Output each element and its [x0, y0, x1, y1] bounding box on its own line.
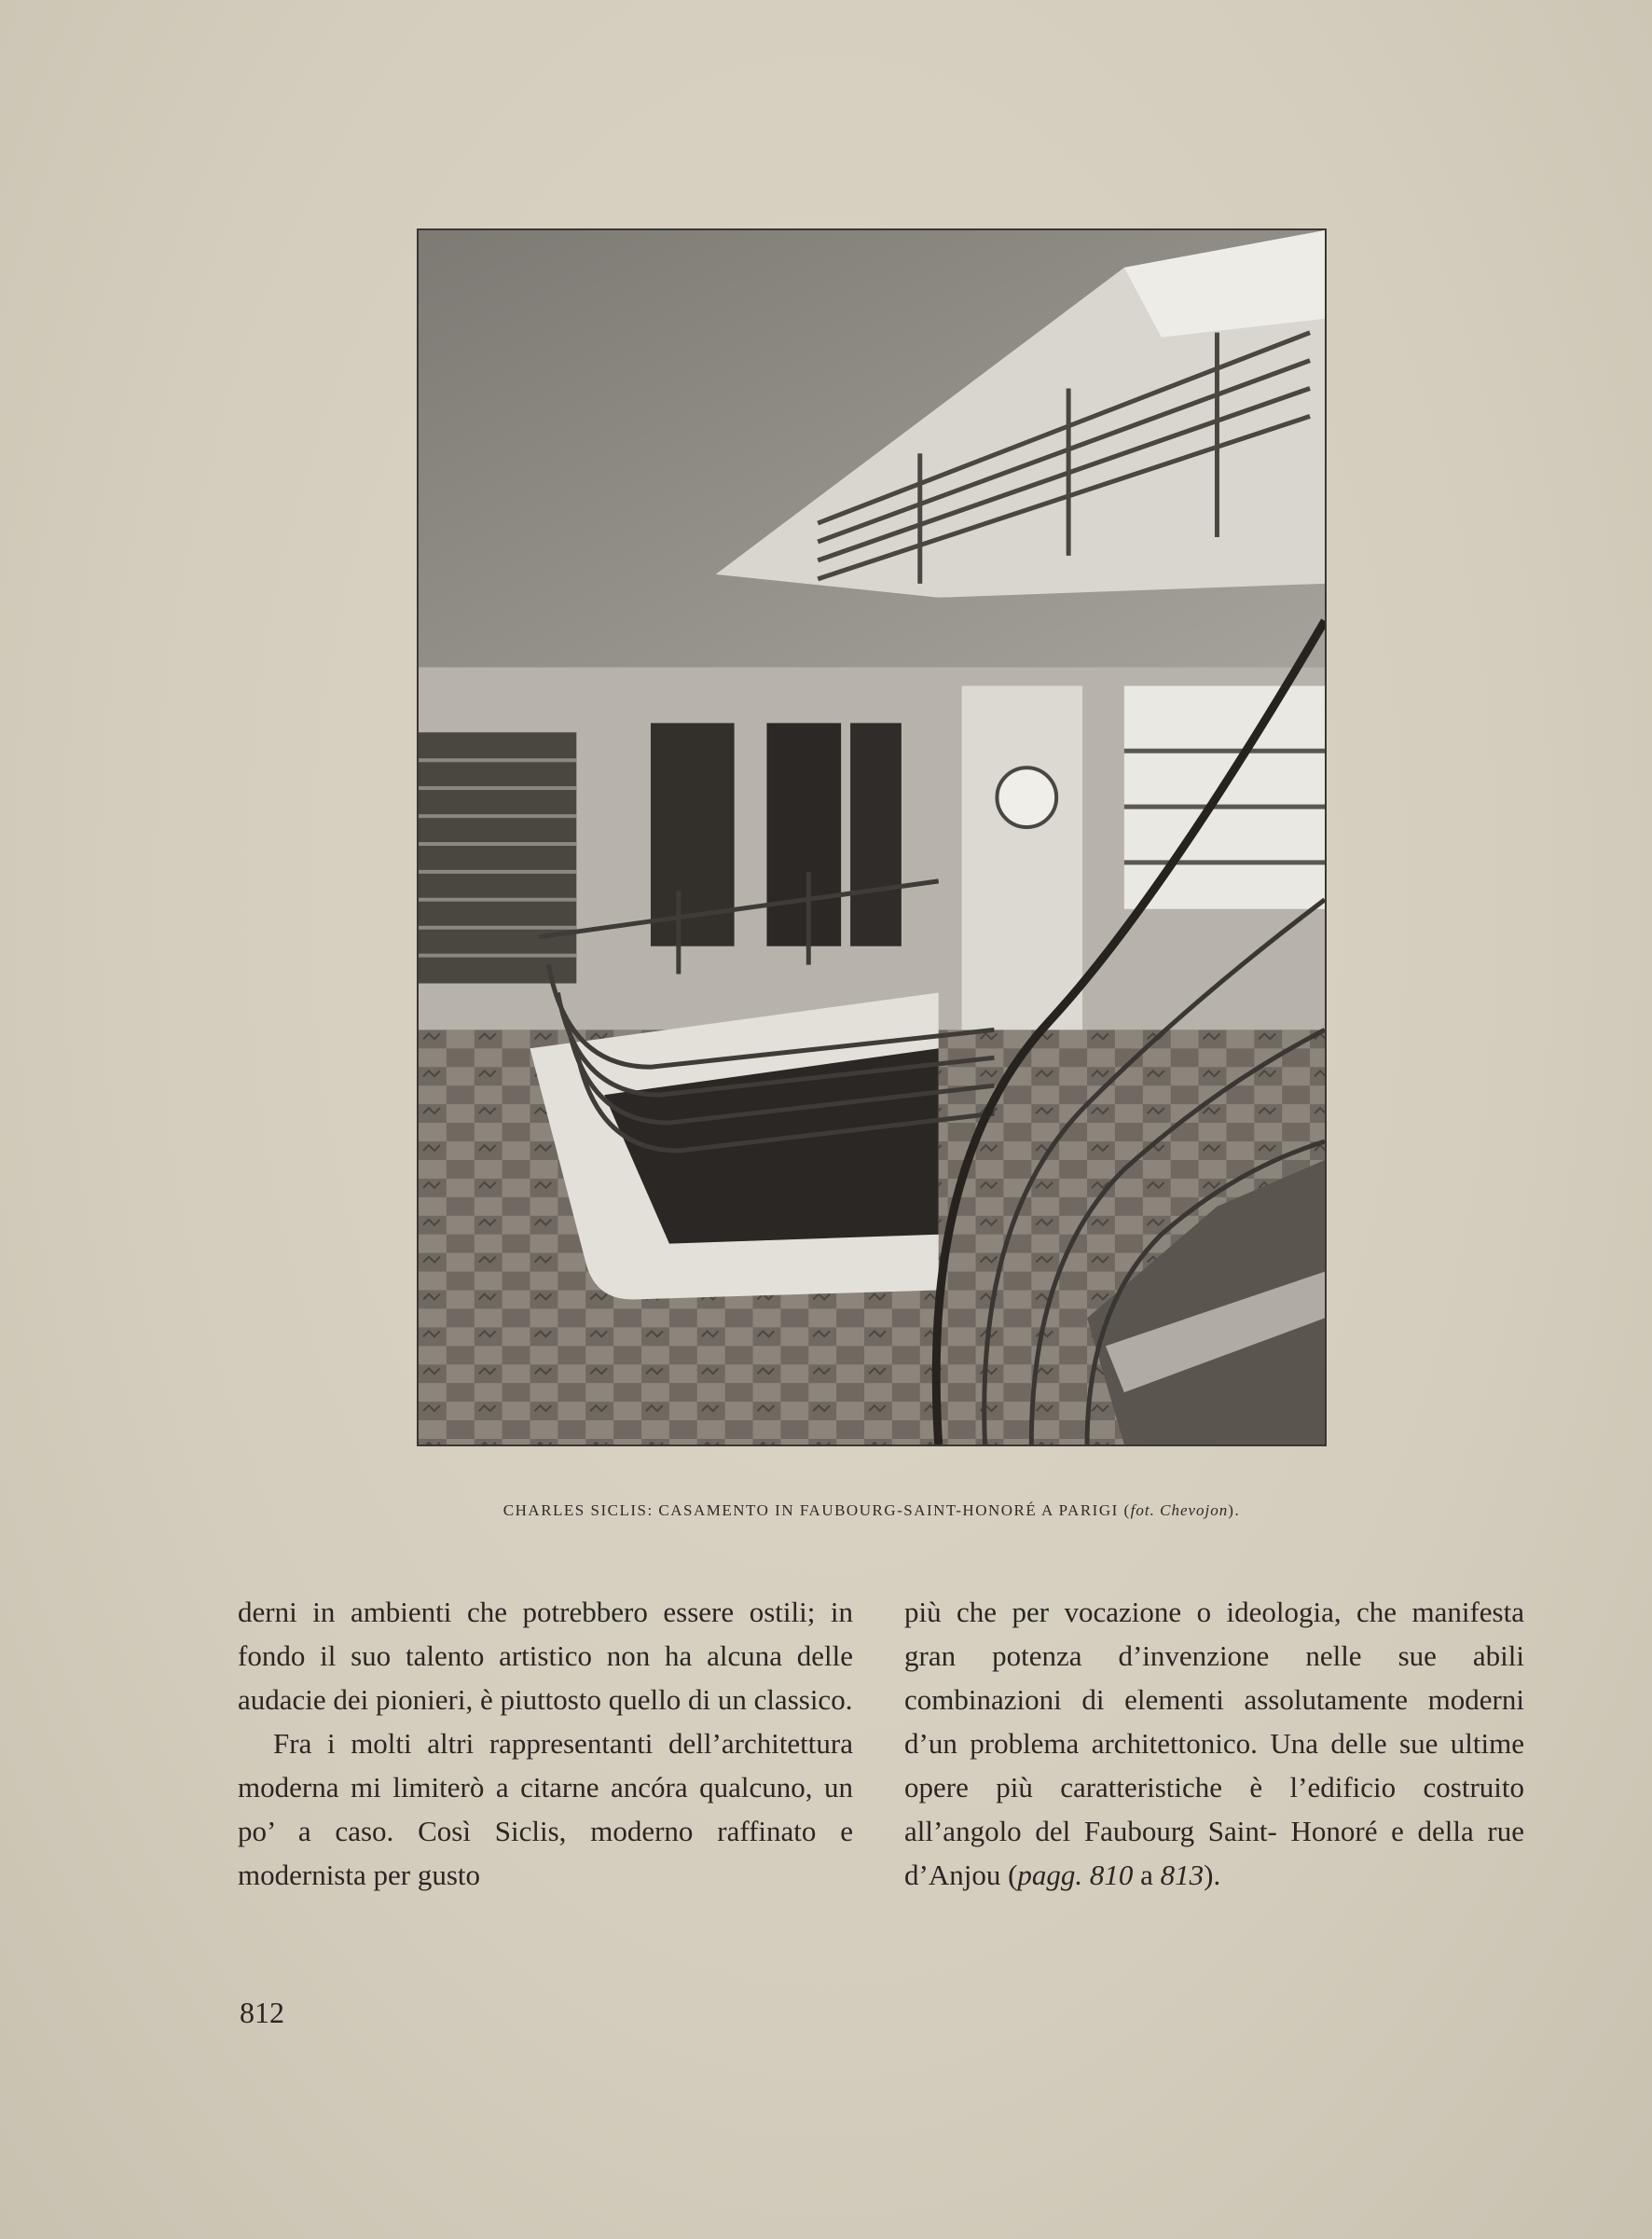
left-paragraph-2: Fra i molti altri rappresentanti dell’architettura moderna mi limiterò a citarne ancóra qualcuno, un po’ a caso. Così Siclis, moderno raffinato e modernista per gusto [238, 1727, 853, 1891]
page-reference: pagg. 810 [1017, 1859, 1134, 1891]
caption-end: ). [1228, 1501, 1241, 1519]
right-text-mid: a [1133, 1859, 1161, 1891]
right-text-start: più che per vocazione o ideologia, che manifesta gran potenza d’invenzione nelle sue abili combinazioni di elementi assolutamente moderni d’un problema architettonico. Una delle sue ultime opere più caratteristiche è l’edificio costruito all’angolo del Faubourg Saint- Honoré e della rue d’Anjou ( [904, 1596, 1524, 1891]
right-paragraph-1 [904, 1590, 1524, 1897]
caption-credit: fot. Chevojon [1130, 1501, 1229, 1519]
page-number: 812 [240, 1996, 284, 2029]
left-paragraph-1: derni in ambienti che potrebbero essere ostili; in fondo il suo talento artistico non ha alcuna delle audacie dei pionieri, è piuttosto quello di un classico. [238, 1596, 853, 1716]
staircase-photo-graphic [419, 230, 1325, 1444]
figure-caption [417, 1501, 1327, 1520]
caption-main: CHARLES SICLIS: CASAMENTO IN FAUBOURG-SAINT-HONORÉ A PARIGI ( [502, 1501, 1131, 1519]
right-text-end: ). [1204, 1859, 1221, 1891]
text-column-left [238, 1590, 853, 1897]
text-column-right [904, 1590, 1524, 1897]
photograph-staircase-hall [417, 228, 1327, 1446]
page-reference-2: 813 [1160, 1859, 1205, 1891]
